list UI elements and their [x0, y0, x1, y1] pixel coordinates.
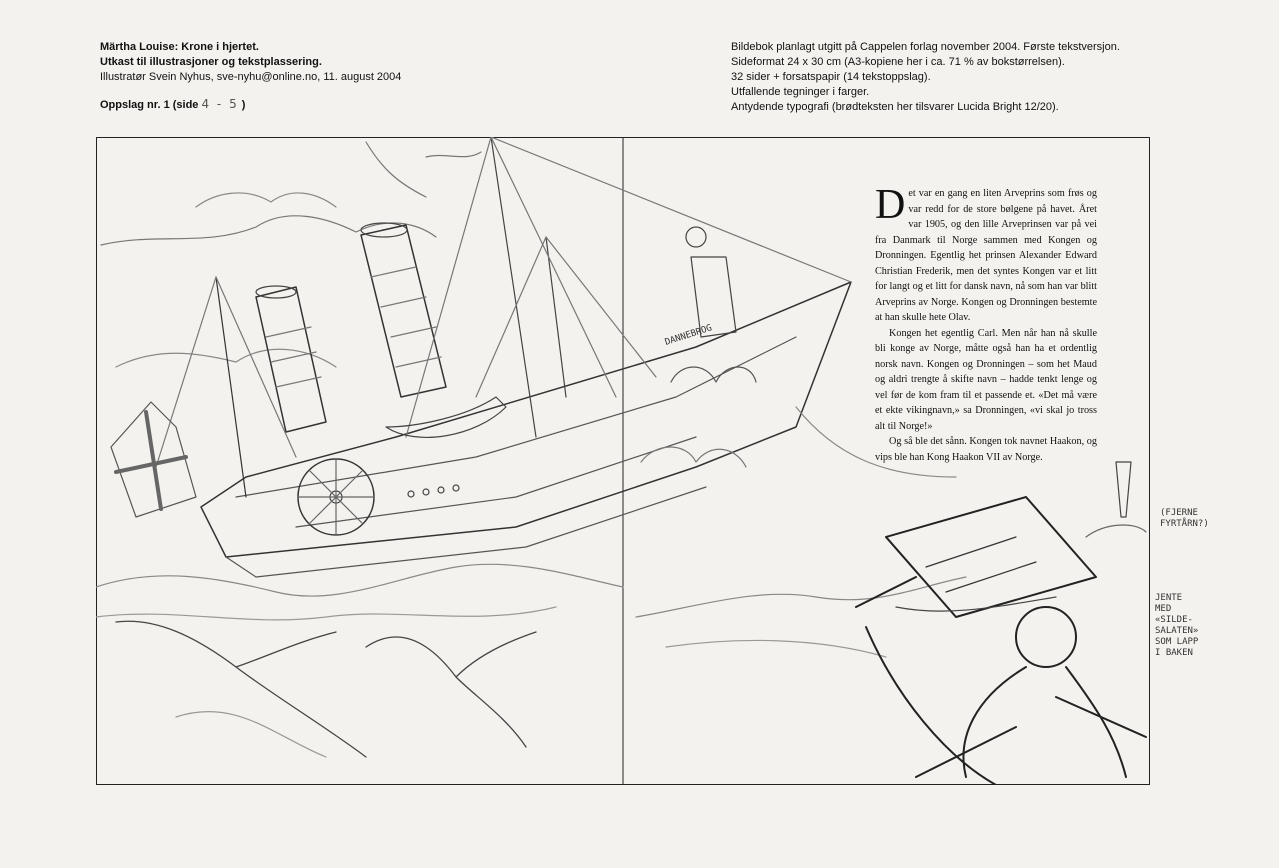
spread-suffix: ): [241, 99, 246, 111]
spread-prefix: Oppslag nr. 1 (side: [100, 99, 199, 111]
header-block: [100, 40, 401, 113]
lighthouse-note: (FJERNE FYRTÅRN?): [1160, 508, 1209, 529]
book-title: Märtha Louise: Krone i hjertet.: [100, 41, 259, 53]
info-line-4: Utfallende tegninger i farger.: [731, 86, 870, 98]
spread-frame: [96, 137, 1150, 785]
publication-info: [731, 40, 1120, 115]
info-line-5: Antydende typografi (brødteksten her tilsvarer Lucida Bright 12/20).: [731, 101, 1059, 113]
info-line-3: 32 sider + forsatspapir (14 tekstoppslag).: [731, 71, 931, 83]
girl-note: JENTE MED «SILDE- SALATEN» SOM LAPP I BAKEN: [1155, 593, 1199, 658]
info-line-2: Sideformat 24 x 30 cm (A3-kopiene her i ca. 71 % av bokstørrelsen).: [731, 56, 1065, 68]
story-text: [875, 182, 1097, 465]
story-paragraph-1-text: et var en gang en liten Arveprins som frøs og var redd for de store bølgene på havet. Året var 1905, og den lille Arveprinsen var på vei fra Danmark til Norge sammen med Kongen og Dronningen. Egentlig het prinsen Alexander Edward Christian Frederik, men det syntes Kongen var et litt for langt og et litt for dansk navn, nå som han var blitt Arveprins av Norge. Kongen og Dronningen bestemte at han skulle hete Olav.: [875, 188, 1097, 323]
ship-name-label: DANNEBROG: [663, 323, 714, 348]
drop-cap: D: [875, 182, 906, 228]
book-subtitle: Utkast til illustrasjoner og tekstplassering.: [100, 56, 322, 68]
story-paragraph-2: Kongen het egentlig Carl. Men når han nå skulle bli konge av Norge, måtte også han ha et ordentlig norsk navn. Kongen og Dronningen – som het Maud og aldri trengte å skifte navn – hadde tenkt lenge og vel før de kom fram til et passende et. «Det må være et ekte vikingnavn,» sa Dronningen, «vi skal jo tross alt til Norge!»: [875, 327, 1097, 432]
illustrator-credit: Illustratør Svein Nyhus, sve-nyhu@online.no, 11. august 2004: [100, 71, 402, 83]
story-paragraph-1: [875, 182, 1097, 326]
story-paragraph-3: Og så ble det sånn. Kongen tok navnet Haakon, og vips ble han Kong Haakon VII av Norge.: [875, 436, 1097, 463]
info-line-1: Bildebok planlagt utgitt på Cappelen forlag november 2004. Første tekstversjon.: [731, 41, 1120, 53]
spread-pages: 4 - 5: [201, 97, 239, 111]
spread-label: [100, 97, 401, 113]
